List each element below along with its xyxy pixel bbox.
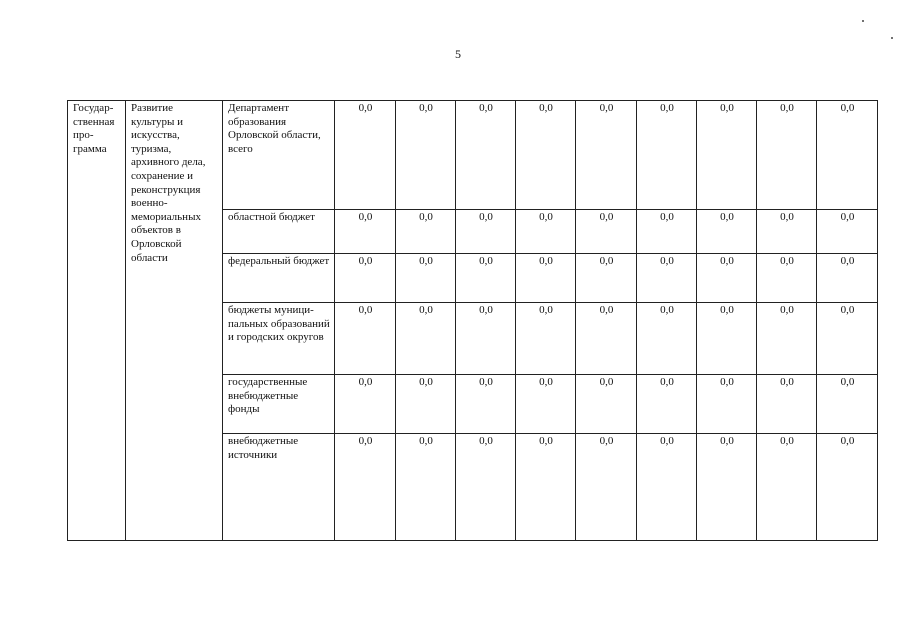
value-cell: 0,0 xyxy=(757,303,817,375)
value-cell: 0,0 xyxy=(637,254,697,303)
value-cell: 0,0 xyxy=(335,375,396,434)
value-cell: 0,0 xyxy=(396,434,456,541)
value-cell: 0,0 xyxy=(817,101,878,210)
value-cell: 0,0 xyxy=(456,101,516,210)
value-cell: 0,0 xyxy=(576,375,637,434)
value-cell: 0,0 xyxy=(697,303,757,375)
value-cell: 0,0 xyxy=(817,375,878,434)
value-cell: 0,0 xyxy=(637,101,697,210)
value-cell: 0,0 xyxy=(396,210,456,254)
value-cell: 0,0 xyxy=(335,210,396,254)
value-cell: 0,0 xyxy=(817,434,878,541)
budget-table xyxy=(67,100,878,541)
scan-speck xyxy=(862,20,864,22)
value-cell: 0,0 xyxy=(396,303,456,375)
value-cell: 0,0 xyxy=(335,254,396,303)
value-cell: 0,0 xyxy=(516,101,576,210)
source-cell: федеральный бюджет xyxy=(223,254,335,303)
value-cell: 0,0 xyxy=(697,254,757,303)
value-cell: 0,0 xyxy=(817,303,878,375)
value-cell: 0,0 xyxy=(817,254,878,303)
value-cell: 0,0 xyxy=(335,101,396,210)
value-cell: 0,0 xyxy=(516,434,576,541)
value-cell: 0,0 xyxy=(637,375,697,434)
value-cell: 0,0 xyxy=(697,101,757,210)
value-cell: 0,0 xyxy=(697,434,757,541)
value-cell: 0,0 xyxy=(456,254,516,303)
source-cell: Департамент образования Орловской области, всего xyxy=(223,101,335,210)
value-cell: 0,0 xyxy=(576,254,637,303)
value-cell: 0,0 xyxy=(516,375,576,434)
value-cell: 0,0 xyxy=(757,434,817,541)
value-cell: 0,0 xyxy=(396,375,456,434)
scan-speck xyxy=(891,37,893,39)
value-cell: 0,0 xyxy=(396,254,456,303)
value-cell: 0,0 xyxy=(335,303,396,375)
table-row xyxy=(68,101,878,210)
value-cell: 0,0 xyxy=(516,254,576,303)
source-cell: государственные внебюджетные фонды xyxy=(223,375,335,434)
source-cell: областной бюджет xyxy=(223,210,335,254)
value-cell: 0,0 xyxy=(456,375,516,434)
value-cell: 0,0 xyxy=(516,210,576,254)
value-cell: 0,0 xyxy=(637,210,697,254)
value-cell: 0,0 xyxy=(757,101,817,210)
value-cell: 0,0 xyxy=(817,210,878,254)
value-cell: 0,0 xyxy=(576,101,637,210)
value-cell: 0,0 xyxy=(637,303,697,375)
value-cell: 0,0 xyxy=(576,210,637,254)
value-cell: 0,0 xyxy=(456,303,516,375)
program-name-cell: Развитие культуры и искусства, туризма, архивного дела, сохранение и реконструкция военно-мемориальных объектов в Орловской области xyxy=(126,101,223,541)
value-cell: 0,0 xyxy=(697,210,757,254)
value-cell: 0,0 xyxy=(637,434,697,541)
value-cell: 0,0 xyxy=(396,101,456,210)
source-cell: внебюджетные источники xyxy=(223,434,335,541)
value-cell: 0,0 xyxy=(576,434,637,541)
value-cell: 0,0 xyxy=(516,303,576,375)
value-cell: 0,0 xyxy=(697,375,757,434)
source-cell: бюджеты муници-пальных образований и городских округов xyxy=(223,303,335,375)
program-type-cell: Государ-ственная про-грамма xyxy=(68,101,126,541)
page-number: 5 xyxy=(455,47,461,61)
value-cell: 0,0 xyxy=(456,210,516,254)
value-cell: 0,0 xyxy=(757,210,817,254)
value-cell: 0,0 xyxy=(757,254,817,303)
value-cell: 0,0 xyxy=(757,375,817,434)
value-cell: 0,0 xyxy=(576,303,637,375)
value-cell: 0,0 xyxy=(456,434,516,541)
value-cell: 0,0 xyxy=(335,434,396,541)
